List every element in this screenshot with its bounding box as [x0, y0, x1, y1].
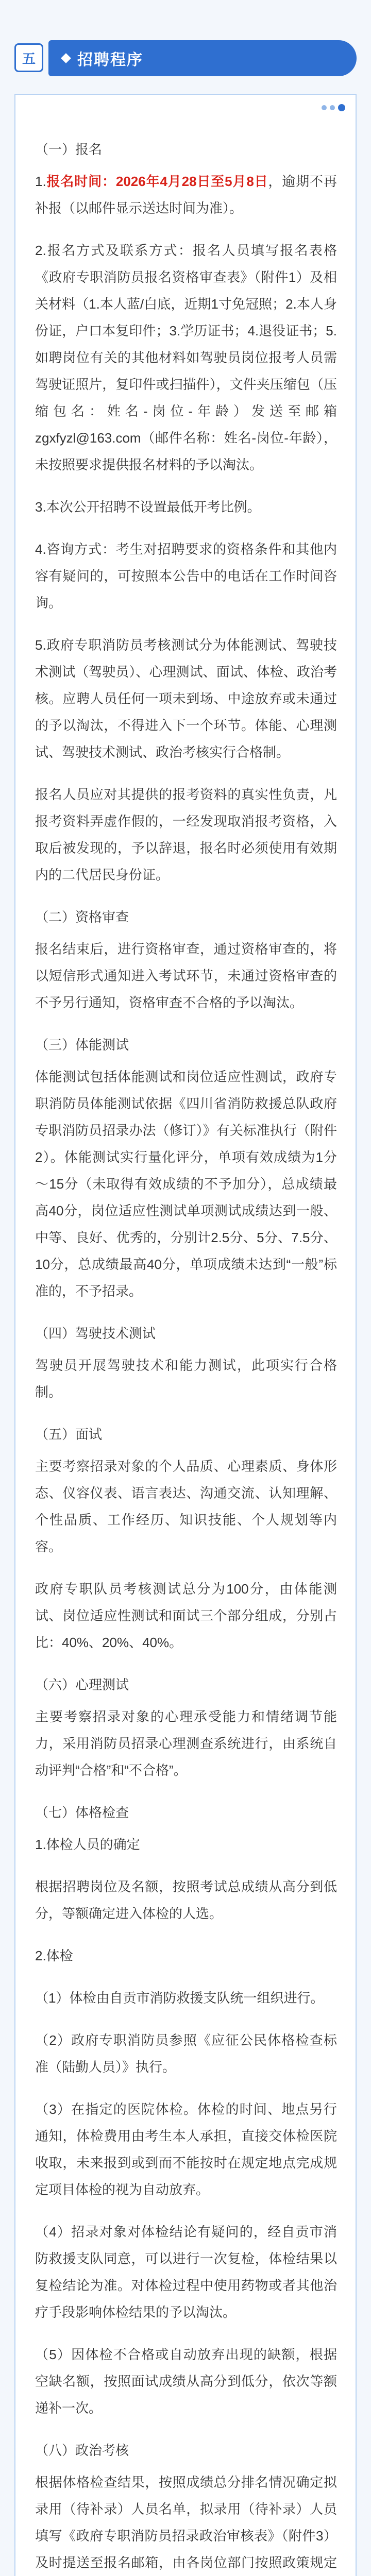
section-title: 招聘程序: [77, 52, 143, 69]
interview-text: 主要考察招录对象的个人品质、心理素质、身体形态、仪容仪表、语言表达、沟通交流、认知理解、个性品质、工作经历、知识技能、个人规划等内容。: [35, 1459, 337, 1554]
physical-exam-subheading-2: 2.体检: [35, 1948, 73, 1963]
physical-exam-item-2: （2）政府专职消防员参照《应征公民体格检查标准（陆勤人员）》执行。: [35, 2032, 337, 2075]
heading-driving-test: （四）驾驶技术测试: [35, 1326, 156, 1341]
diamond-icon: [60, 52, 72, 64]
physical-exam-subheading-1: 1.体检人员的确定: [35, 1837, 140, 1852]
physical-exam-item-5: （5）因体检不合格或自动放弃出现的缺额，根据空缺名额，按照面试成绩从高分到低分，依次等额递补一次。: [35, 2347, 337, 2416]
dots-decoration-icon: [322, 104, 345, 111]
section-number-badge: 五: [14, 43, 43, 72]
procedure-content: [35, 129, 337, 2576]
interview-scoring: 政府专职队员考核测试总分为100分，由体能测试、岗位适应性测试和面试三个部分组成，分别占比：40%、20%、40%。: [35, 1581, 337, 1650]
registration-ratio: 3.本次公开招聘不设置最低开考比例。: [35, 499, 261, 515]
qualification-review-text: 报名结束后，进行资格审查，通过资格审查的，将以短信形式通知进入考试环节，未通过资格审查的不予另行通知，资格审查不合格的予以淘汰。: [35, 941, 337, 1010]
political-review-text: 根据体格检查结果，按照成绩总分排名情况确定拟录用（待补录）人员名单，拟录用（待补录）人员填写《政府专职消防员招录政治审核表》（附件3）及时提送至报名邮箱，由各岗位部门按照政策规定: [35, 2475, 337, 2570]
physical-exam-selection: 根据招聘岗位及名额，按照考试总成绩从高分到低分，等额确定进入体检的人选。: [35, 1879, 337, 1921]
registration-time-highlight: 报名时间：2026年4月28日至5月8日: [46, 174, 268, 189]
heading-physical-exam: （七）体格检查: [35, 1805, 129, 1820]
physical-exam-item-1: （1）体检由自贡市消防救援支队统一组织进行。: [35, 1990, 324, 2006]
driving-test-text: 驾驶员开展驾驶技术和能力测试，此项实行合格制。: [35, 1358, 337, 1400]
section-title-bar: [48, 40, 357, 76]
heading-political-review: （八）政治考核: [35, 2443, 129, 2458]
heading-interview: （五）面试: [35, 1427, 103, 1442]
fitness-test-text: 体能测试包括体能测试和岗位适应性测试，政府专职消防员体能测试依据《四川省消防救援总队政府专职消防员招录办法（修订）》有关标准执行（附件2）。体能测试实行量化评分，单项有效成绩为1分～15分（未取得有效成绩的不予加分），总成绩最高40分，岗位适应性测试单项测试成绩达到一般、中等、良好、优秀的，分别计2.5分、5分、7.5分、10分，总成绩最高40分，单项成绩未达到“一般”标准的，不予招录。: [35, 1069, 337, 1299]
registration-time-prefix: 1.: [35, 174, 46, 189]
physical-exam-item-4: （4）招录对象对体检结论有疑问的，经自贡市消防救援支队同意，可以进行一次复检，体检结果以复检结论为准。对体检过程中使用药物或者其他治疗手段影响体检结果的予以淘汰。: [35, 2224, 337, 2320]
registration-method: 2.报名方式及联系方式：报名人员填写报名表格《政府专职消防员报名资格审查表》（附件1）及相关材料（1.本人蓝/白底，近期1寸免冠照；2.本人身份证，户口本复印件；3.学历证书；4.退役证书；5.如聘岗位有关的其他材料如驾驶员岗位报考人员需驾驶证照片，复印件或扫描件），文件夹压缩包（压缩包名：姓名-岗位-年龄）发送至邮箱zgxfyzl@163.com（邮件名称：姓名-岗位-年龄），未按照要求提供报名材料的予以淘汰。: [35, 243, 337, 472]
heading-registration: （一）报名: [35, 142, 103, 157]
section-header: [14, 40, 357, 78]
physical-exam-item-3: （3）在指定的医院体检。体检的时间、地点另行通知，体检费用由考生本人承担，直接交体检医院收取，未来报到或到而不能按时在规定地点完成规定项目体检的视为自动放弃。: [35, 2102, 337, 2197]
registration-authenticity: 报名人员应对其提供的报考资料的真实性负责，凡报考资料弄虚作假的，一经发现取消报考资格，入取后被发现的，予以辞退，报名时必须使用有效期内的二代居民身份证。: [35, 787, 337, 883]
heading-qualification-review: （二）资格审查: [35, 909, 129, 925]
content-card: [14, 94, 357, 2576]
psych-test-text: 主要考察招录对象的心理承受能力和情绪调节能力，采用消防员招录心理测查系统进行，由系统自动评判“合格”和“不合格”。: [35, 1709, 337, 1778]
registration-time: [35, 168, 337, 222]
heading-psych-test: （六）心理测试: [35, 1677, 129, 1692]
registration-inquiry: 4.咨询方式：考生对招聘要求的资格条件和其他内容有疑问的，可按照本公告中的电话在工作时间咨询。: [35, 541, 337, 611]
registration-assessment: 5.政府专职消防员考核测试分为体能测试、驾驶技术测试（驾驶员）、心理测试、面试、体检、政治考核。应聘人员任何一项未到场、中途放弃或未通过的予以淘汰，不得进入下一个环节。体能、心理测试、驾驶技术测试、政治考核实行合格制。: [35, 637, 337, 760]
registration-time-note: ，逾期不再补报（以邮件显示送达时间为准）。: [35, 174, 337, 216]
heading-fitness-test: （三）体能测试: [35, 1037, 129, 1053]
